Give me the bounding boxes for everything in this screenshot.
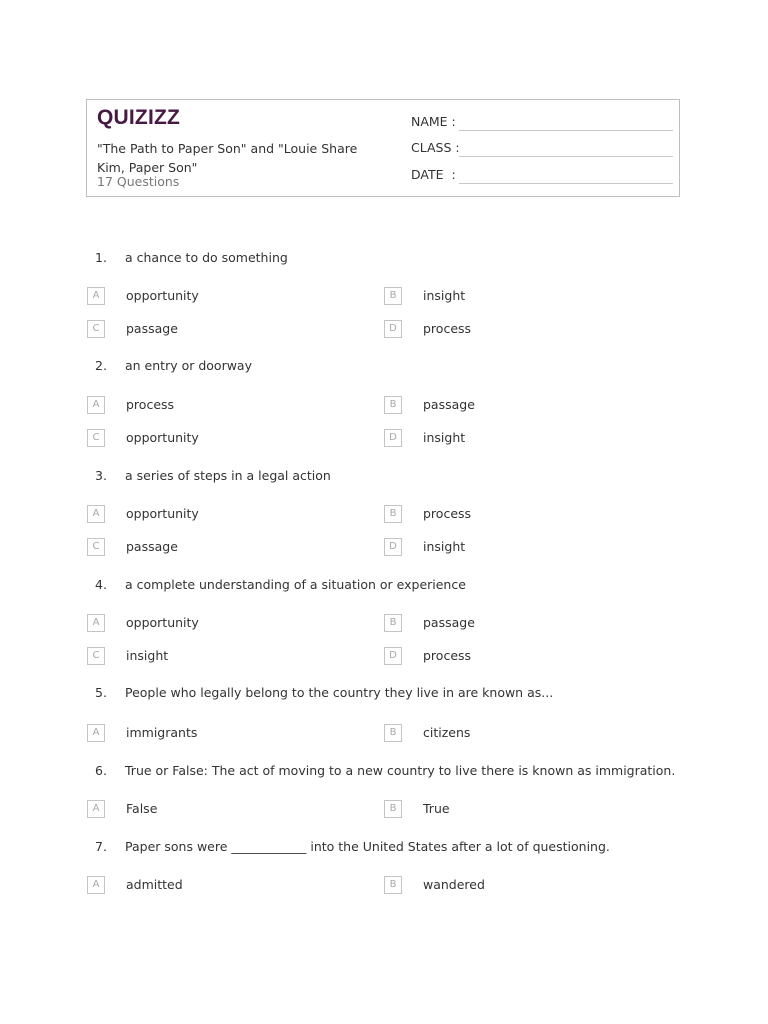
question-number: 1. [95,250,107,265]
question-text: People who legally belong to the country they live in are known as... [125,685,554,700]
option-letter-box: B [384,614,402,632]
question-text: a series of steps in a legal action [125,468,331,483]
option-letter-box: B [384,287,402,305]
question-text: Paper sons were ____________ into the United States after a lot of questioning. [125,839,610,854]
quizizz-logo: QUIZIZZ [97,106,181,129]
option-text: insight [423,539,466,554]
question-number: 5. [95,685,107,700]
option-letter-box: C [87,429,105,447]
option-text: False [126,801,158,816]
option-letter-box: A [87,396,105,414]
worksheet-header [86,99,680,197]
option-letter-box: D [384,647,402,665]
date-label: DATE : [411,167,456,182]
option-letter-box: A [87,287,105,305]
option-text: insight [423,430,466,445]
option-text: process [423,321,472,336]
question-number: 3. [95,468,107,483]
option-text: insight [423,288,466,303]
option-text: process [423,648,472,663]
date-line[interactable] [459,183,673,184]
option-letter-box: B [384,396,402,414]
option-text: passage [126,321,178,336]
option-letter-box: A [87,614,105,632]
question-text: True or False: The act of moving to a new country to live there is known as immigration. [125,763,676,778]
option-text: admitted [126,877,183,892]
option-text: immigrants [126,725,198,740]
option-text: True [423,801,450,816]
question-number: 6. [95,763,107,778]
option-letter-box: D [384,320,402,338]
option-letter-box: C [87,647,105,665]
option-text: opportunity [126,288,199,303]
class-field[interactable] [411,140,673,158]
name-line[interactable] [459,130,673,131]
worksheet-title: "The Path to Paper Son" and "Louie Share Kim, Paper Son" [97,141,358,175]
class-line[interactable] [459,156,673,157]
question-number: 4. [95,577,107,592]
option-letter-box: D [384,429,402,447]
option-letter-box: B [384,724,402,742]
option-text: opportunity [126,615,199,630]
option-letter-box: D [384,538,402,556]
name-label: NAME : [411,114,456,129]
class-label: CLASS : [411,140,460,155]
option-text: process [423,506,472,521]
name-field[interactable] [411,114,673,132]
option-letter-box: A [87,876,105,894]
question-number: 2. [95,358,107,373]
option-letter-box: B [384,876,402,894]
option-letter-box: B [384,800,402,818]
option-letter-box: A [87,505,105,523]
option-letter-box: B [384,505,402,523]
option-text: citizens [423,725,471,740]
option-text: insight [126,648,169,663]
option-text: passage [423,397,475,412]
option-letter-box: A [87,800,105,818]
option-letter-box: C [87,320,105,338]
option-letter-box: C [87,538,105,556]
option-text: passage [126,539,178,554]
option-text: wandered [423,877,485,892]
option-text: opportunity [126,506,199,521]
option-text: process [126,397,175,412]
option-text: passage [423,615,475,630]
question-number: 7. [95,839,107,854]
question-count: 17 Questions [97,174,180,189]
option-letter-box: A [87,724,105,742]
question-text: an entry or doorway [125,358,252,373]
question-text: a complete understanding of a situation or experience [125,577,466,592]
date-field[interactable] [411,167,673,185]
question-text: a chance to do something [125,250,288,265]
option-text: opportunity [126,430,199,445]
